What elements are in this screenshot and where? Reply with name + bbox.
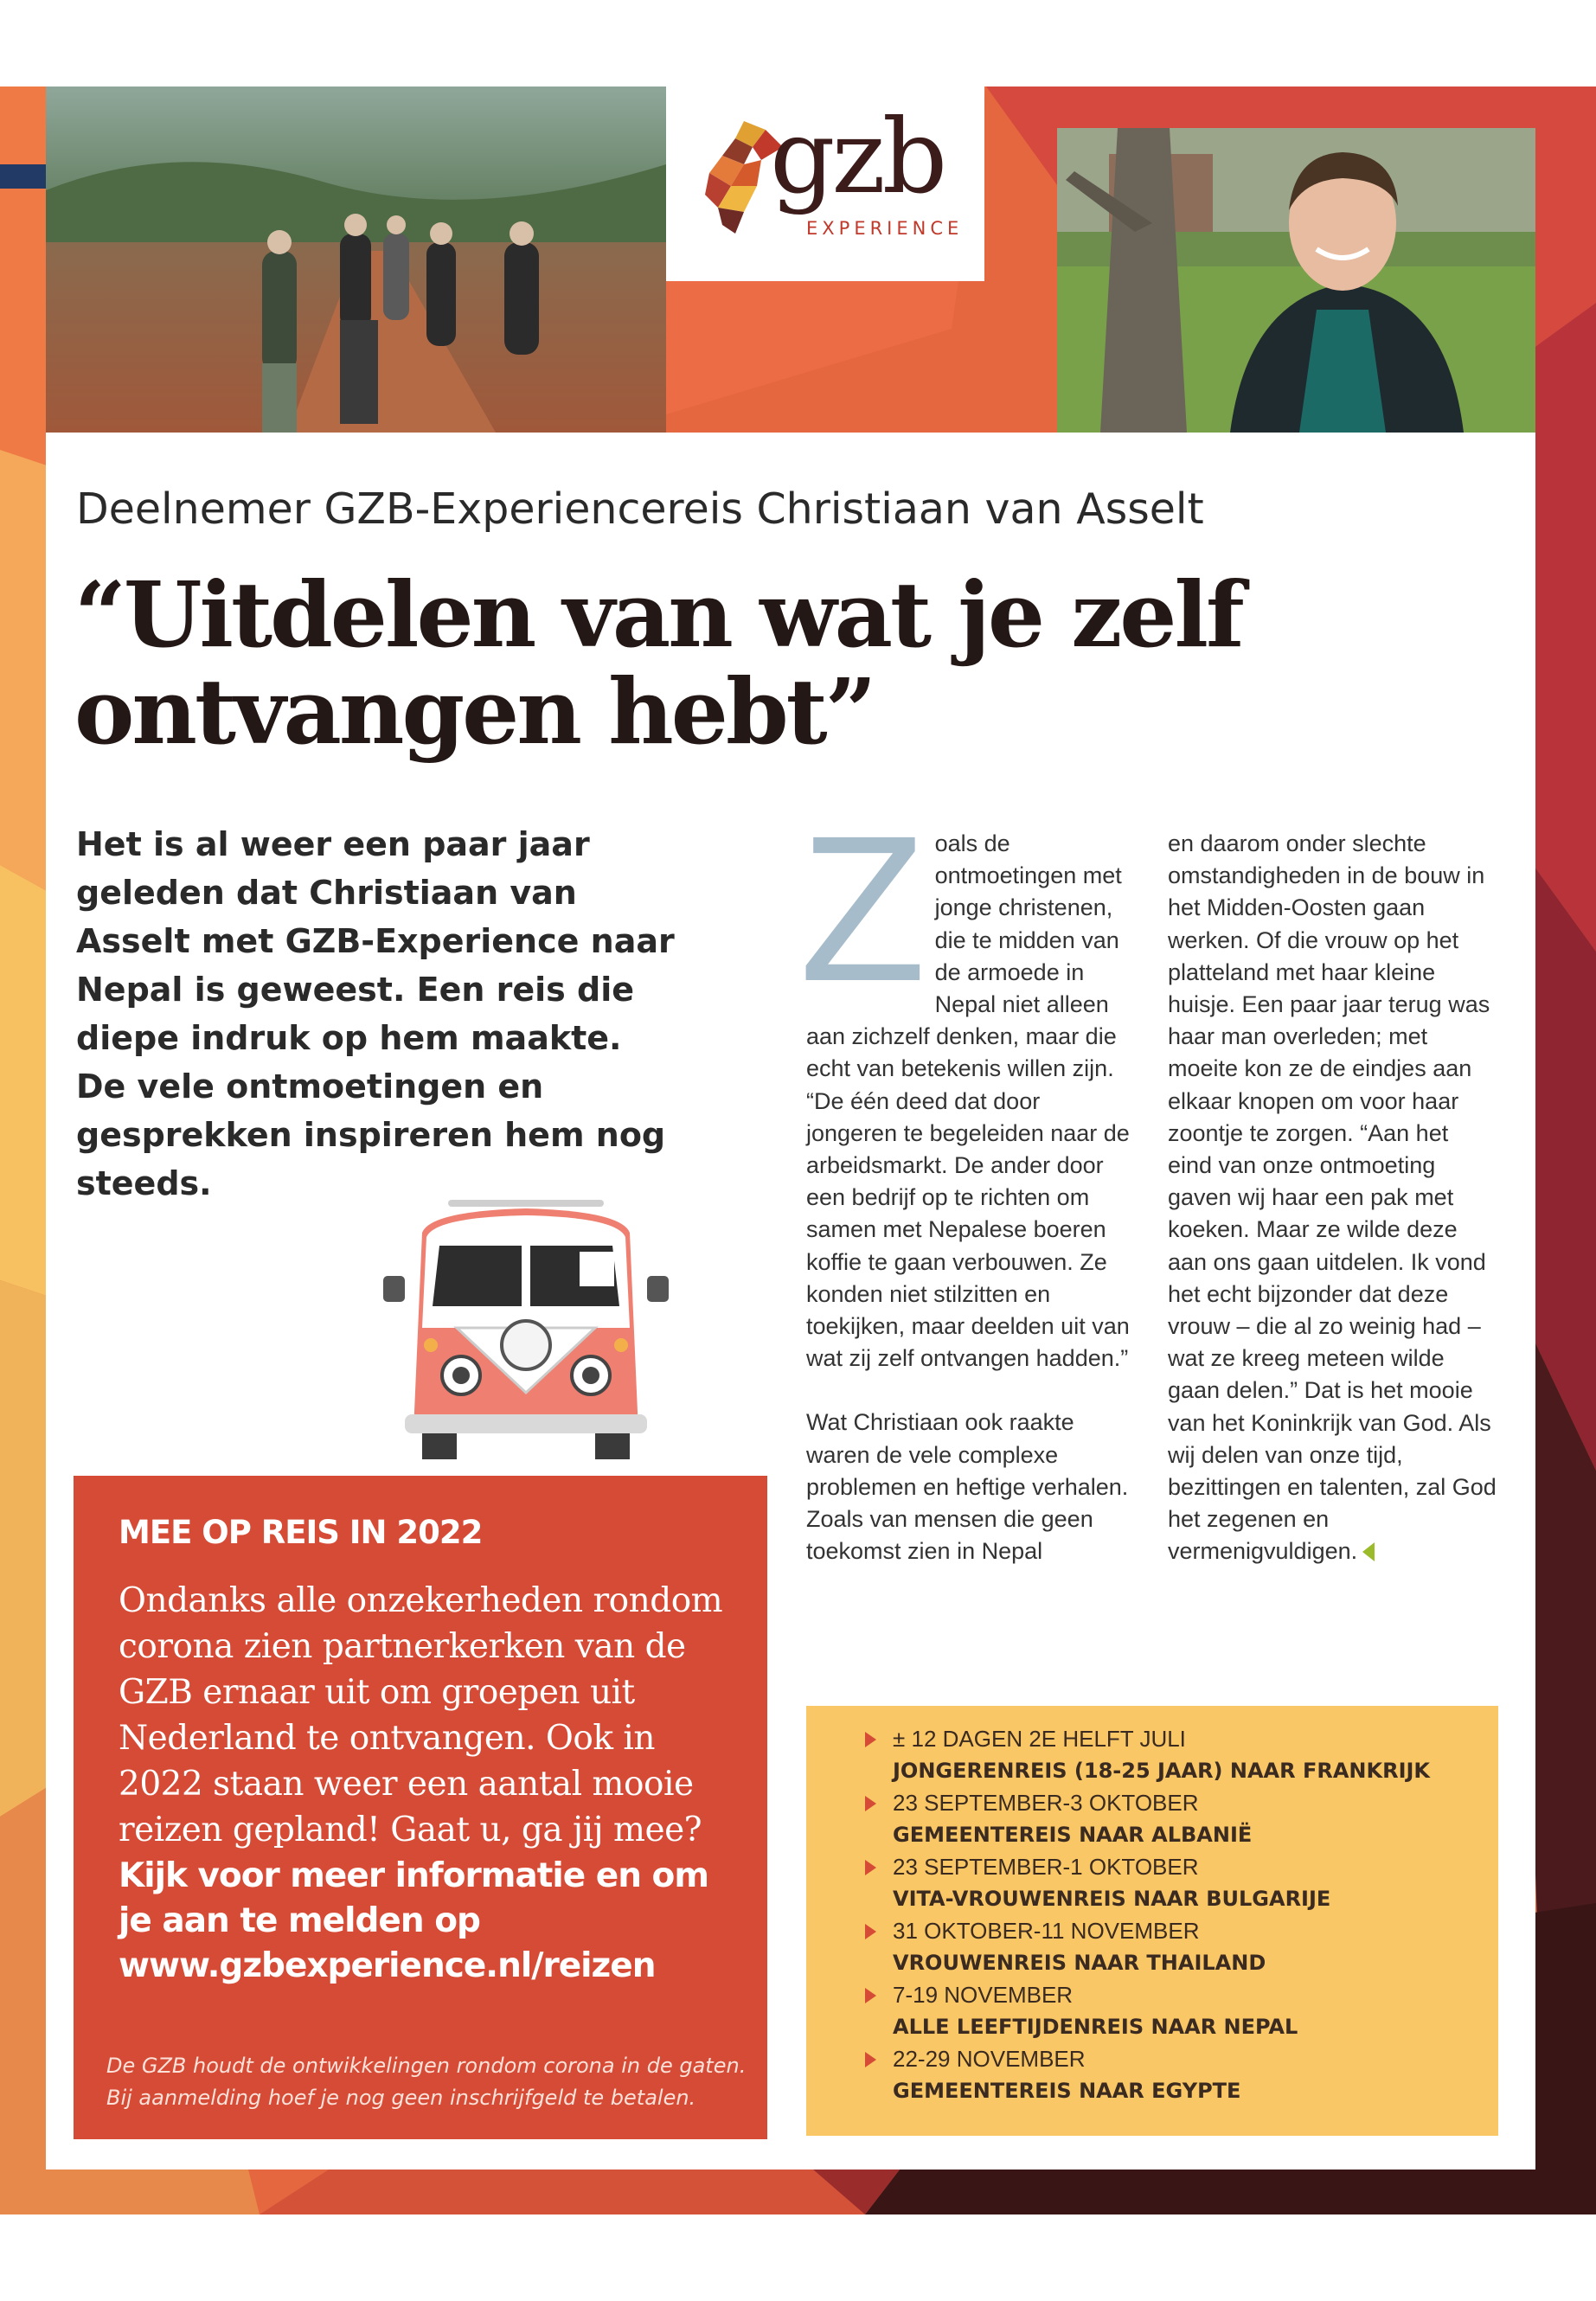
article-kicker: Deelnemer GZB-Experiencereis Christiaan van Asselt: [76, 484, 1204, 534]
article-column-2: [1168, 828, 1497, 1568]
promo-note: De GZB houdt de ontwikkelingen rondom corona in de gaten. Bij aanmelding hoef je nog geen inschrijfgeld te betalen.: [106, 2054, 747, 2110]
logo-tagline: EXPERIENCE: [806, 218, 964, 239]
article-paragraph: en daarom onder slechte omstandigheden in de bouw in het Midden-Oosten gaan werken. Of die vrouw op het platteland met haar kleine huisje. Een paar jaar terug was haar man overleden; met moeite kon ze de eindjes aan elkaar knopen om voor haar zoontje te zorgen. “Aan het eind van onze ontmoeting gaven wij haar een pak met koeken. Maar ze wilde deze aan ons gaan uitdelen. Ik vond het echt bijzonder dat deze vrouw – die al zo weinig had – wat ze kreeg meteen wilde gaan delen.” Dat is het mooie van het Koninkrijk van God. Als wij delen van onze tijd, bezittingen en talenten, zal God het zegenen en vermenigvuldigen.: [1168, 830, 1497, 1565]
trip-item: [832, 1851, 1490, 1915]
trip-date: 31 OKTOBER-11 NOVEMBER: [893, 1918, 1200, 1944]
promo-box: [74, 1476, 767, 2139]
trip-name: VROUWENREIS NAAR THAILAND: [893, 1951, 1266, 1975]
headline-line-1: “Uitdelen van wat je zelf: [74, 561, 1242, 668]
bullet-triangle-icon: [865, 1988, 876, 2003]
bullet-triangle-icon: [865, 2052, 876, 2067]
trip-name: ALLE LEEFTIJDENREIS NAAR NEPAL: [893, 2015, 1298, 2039]
trip-date: 23 SEPTEMBER-1 OKTOBER: [893, 1854, 1199, 1880]
bullet-triangle-icon: [865, 1732, 876, 1747]
trip-date: 23 SEPTEMBER-3 OKTOBER: [893, 1790, 1199, 1816]
trip-item: [832, 2043, 1490, 2107]
trip-item: [832, 1723, 1490, 1787]
article-intro: Het is al weer een paar jaar geleden dat Christiaan van Asselt met GZB-Experience naar Nepal is geweest. Een reis die diepe indruk op hem maakte. De vele ontmoetingen en gesprekken inspireren hem nog steeds.: [76, 825, 675, 1202]
group-walking-photo: [46, 87, 666, 433]
headline-line-2: ontvangen hebt”: [74, 658, 875, 765]
trip-name: GEMEENTEREIS NAAR EGYPTE: [893, 2079, 1241, 2103]
promo-body: Ondanks alle onzekerheden rondom corona zien partnerkerken van de GZB ernaar uit om groepen uit Nederland te ontvangen. Ook in 2022 staan weer een aantal mooie reizen gepland! Gaat u, ga jij mee?: [119, 1581, 723, 1849]
trip-date: 7-19 NOVEMBER: [893, 1982, 1074, 2008]
article-column-1: [799, 792, 1135, 1567]
trip-name: VITA-VROUWENREIS NAAR BULGARIJE: [893, 1887, 1331, 1911]
gzb-experience-logo: [666, 87, 984, 281]
article-headline: [74, 561, 1285, 765]
trips-list: [806, 1706, 1498, 2136]
trip-item: [832, 1979, 1490, 2043]
trip-item: [832, 1787, 1490, 1851]
bullet-triangle-icon: [865, 1860, 876, 1875]
article-paragraph: Wat Christiaan ook raakte waren de vele complexe problemen en heftige verhalen. Zoals van mensen die geen toekomst zien in Nepal: [806, 1409, 1129, 1565]
camper-van-illustration: [379, 1198, 673, 1475]
trip-date: 22-29 NOVEMBER: [893, 2046, 1086, 2072]
drop-cap: Z: [799, 792, 926, 1024]
logo-wordmark: gzb: [770, 97, 945, 216]
bullet-triangle-icon: [865, 1796, 876, 1811]
trip-item: [832, 1915, 1490, 1979]
bullet-triangle-icon: [865, 1924, 876, 1939]
promo-cta-link[interactable]: Kijk voor meer informatie en om je aan te melden op www.gzbexperience.nl/reizen: [119, 1856, 708, 1985]
article-paragraph: oals de ontmoetingen met jonge christenen, die te midden van de armoede in Nepal niet alleen aan zichzelf denken, maar die echt van betekenis willen zijn. “De één deed dat door jongeren te begeleiden naar de arbeidsmarkt. De ander door een bedrijf op te richten om samen met Nepalese boeren koffie te gaan verbouwen. Ze konden niet stilzitten en toekijken, maar deelden uit van wat zij zelf ontvangen hadden.”: [806, 830, 1130, 1372]
trip-name: GEMEENTEREIS NAAR ALBANIË: [893, 1823, 1253, 1847]
end-mark-icon: [1362, 1542, 1375, 1561]
promo-title: MEE OP REIS IN 2022: [119, 1514, 483, 1551]
trip-date: ± 12 DAGEN 2E HELFT JULI: [893, 1726, 1186, 1752]
portrait-photo: [1057, 128, 1535, 433]
trip-name: JONGERENREIS (18-25 JAAR) NAAR FRANKRIJK: [893, 1759, 1431, 1783]
